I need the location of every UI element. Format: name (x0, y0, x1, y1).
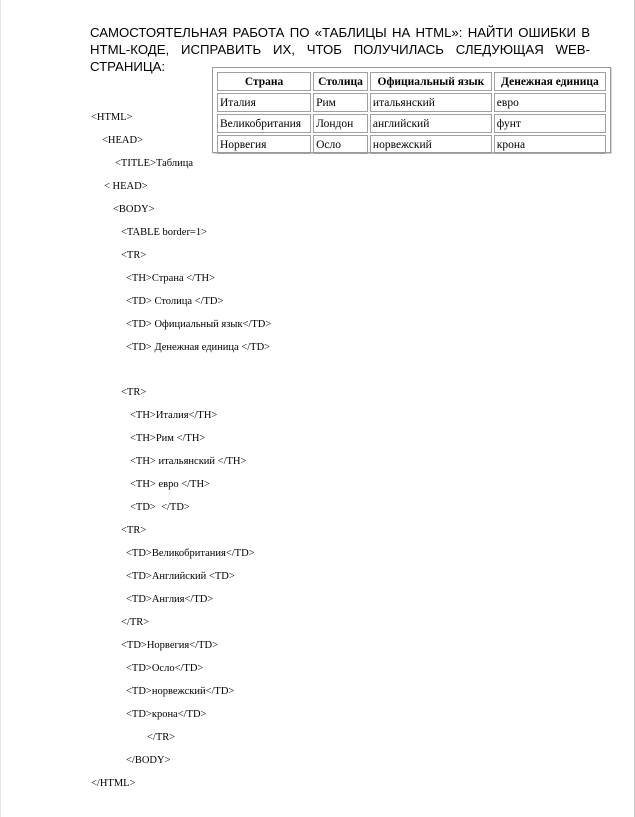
code-line: <TD>Англия</TD> (126, 594, 214, 605)
table-cell: Рим (313, 93, 368, 112)
header-country: Страна (217, 72, 311, 91)
table-cell: английский (370, 114, 492, 133)
code-line: <TD> Денежная единица </TD> (126, 342, 271, 353)
code-line: <TD>норвежский</TD> (126, 686, 235, 697)
code-line: <HTML> (91, 112, 133, 123)
code-line: <TD> Официальный язык</TD> (126, 319, 272, 330)
code-line: <BODY> (113, 204, 155, 215)
table-cell: итальянский (370, 93, 492, 112)
result-table-header-row (217, 72, 606, 91)
code-line: <TH> евро </TH> (130, 479, 210, 490)
code-line: < HEAD> (104, 181, 148, 192)
code-line: <TH>Италия</TH> (130, 410, 218, 421)
header-currency: Денежная единица (494, 72, 606, 91)
code-line: <TD>крона</TD> (126, 709, 207, 720)
table-row (217, 114, 606, 133)
code-line: <TD>Норвегия</TD> (121, 640, 218, 651)
table-cell: Великобритания (217, 114, 311, 133)
code-line: </HTML> (91, 778, 136, 789)
code-line: </TR> (121, 617, 150, 628)
table-cell: евро (494, 93, 606, 112)
code-line: <TH> итальянский </TH> (130, 456, 247, 467)
code-line: <TR> (121, 250, 147, 261)
table-cell: Лондон (313, 114, 368, 133)
header-capital: Столица (313, 72, 368, 91)
code-line: <TH>Страна </TH> (126, 273, 215, 284)
code-line: <HEAD> (102, 135, 144, 146)
table-cell: крона (494, 135, 606, 154)
page-left-edge (0, 0, 1, 817)
code-line: <TD> Столица </TD> (126, 296, 224, 307)
table-cell: Италия (217, 93, 311, 112)
table-cell: норвежский (370, 135, 492, 154)
result-table (215, 70, 608, 156)
table-row (217, 93, 606, 112)
code-line: <TR> (121, 387, 147, 398)
code-line: <TABLE border=1> (121, 227, 208, 238)
code-line: <TD>Английский <TD> (126, 571, 235, 582)
table-cell: фунт (494, 114, 606, 133)
code-line: <TR> (121, 525, 147, 536)
code-line: </BODY> (126, 755, 171, 766)
code-line: <TD>Великобритания</TD> (126, 548, 255, 559)
code-line: <TD>Осло</TD> (126, 663, 204, 674)
code-line: <TH>Рим </TH> (130, 433, 206, 444)
header-language: Официальный язык (370, 72, 492, 91)
task-heading: САМОСТОЯТЕЛЬНАЯ РАБОТА ПО «ТАБЛИЦЫ НА HTML»: НАЙТИ ОШИБКИ В HTML-КОДЕ, ИСПРАВИТЬ ИХ, ЧТОБ ПОЛУЧИЛАСЬ СЛЕДУЮЩАЯ WEB-СТРАНИЦА: (90, 25, 590, 74)
result-table-frame (212, 67, 611, 153)
code-line: <TITLE>Таблица (115, 158, 194, 169)
table-cell: Норвегия (217, 135, 311, 154)
table-cell: Осло (313, 135, 368, 154)
table-row (217, 135, 606, 154)
code-line: </TR> (147, 732, 176, 743)
code-line: <TD> </TD> (130, 502, 190, 513)
